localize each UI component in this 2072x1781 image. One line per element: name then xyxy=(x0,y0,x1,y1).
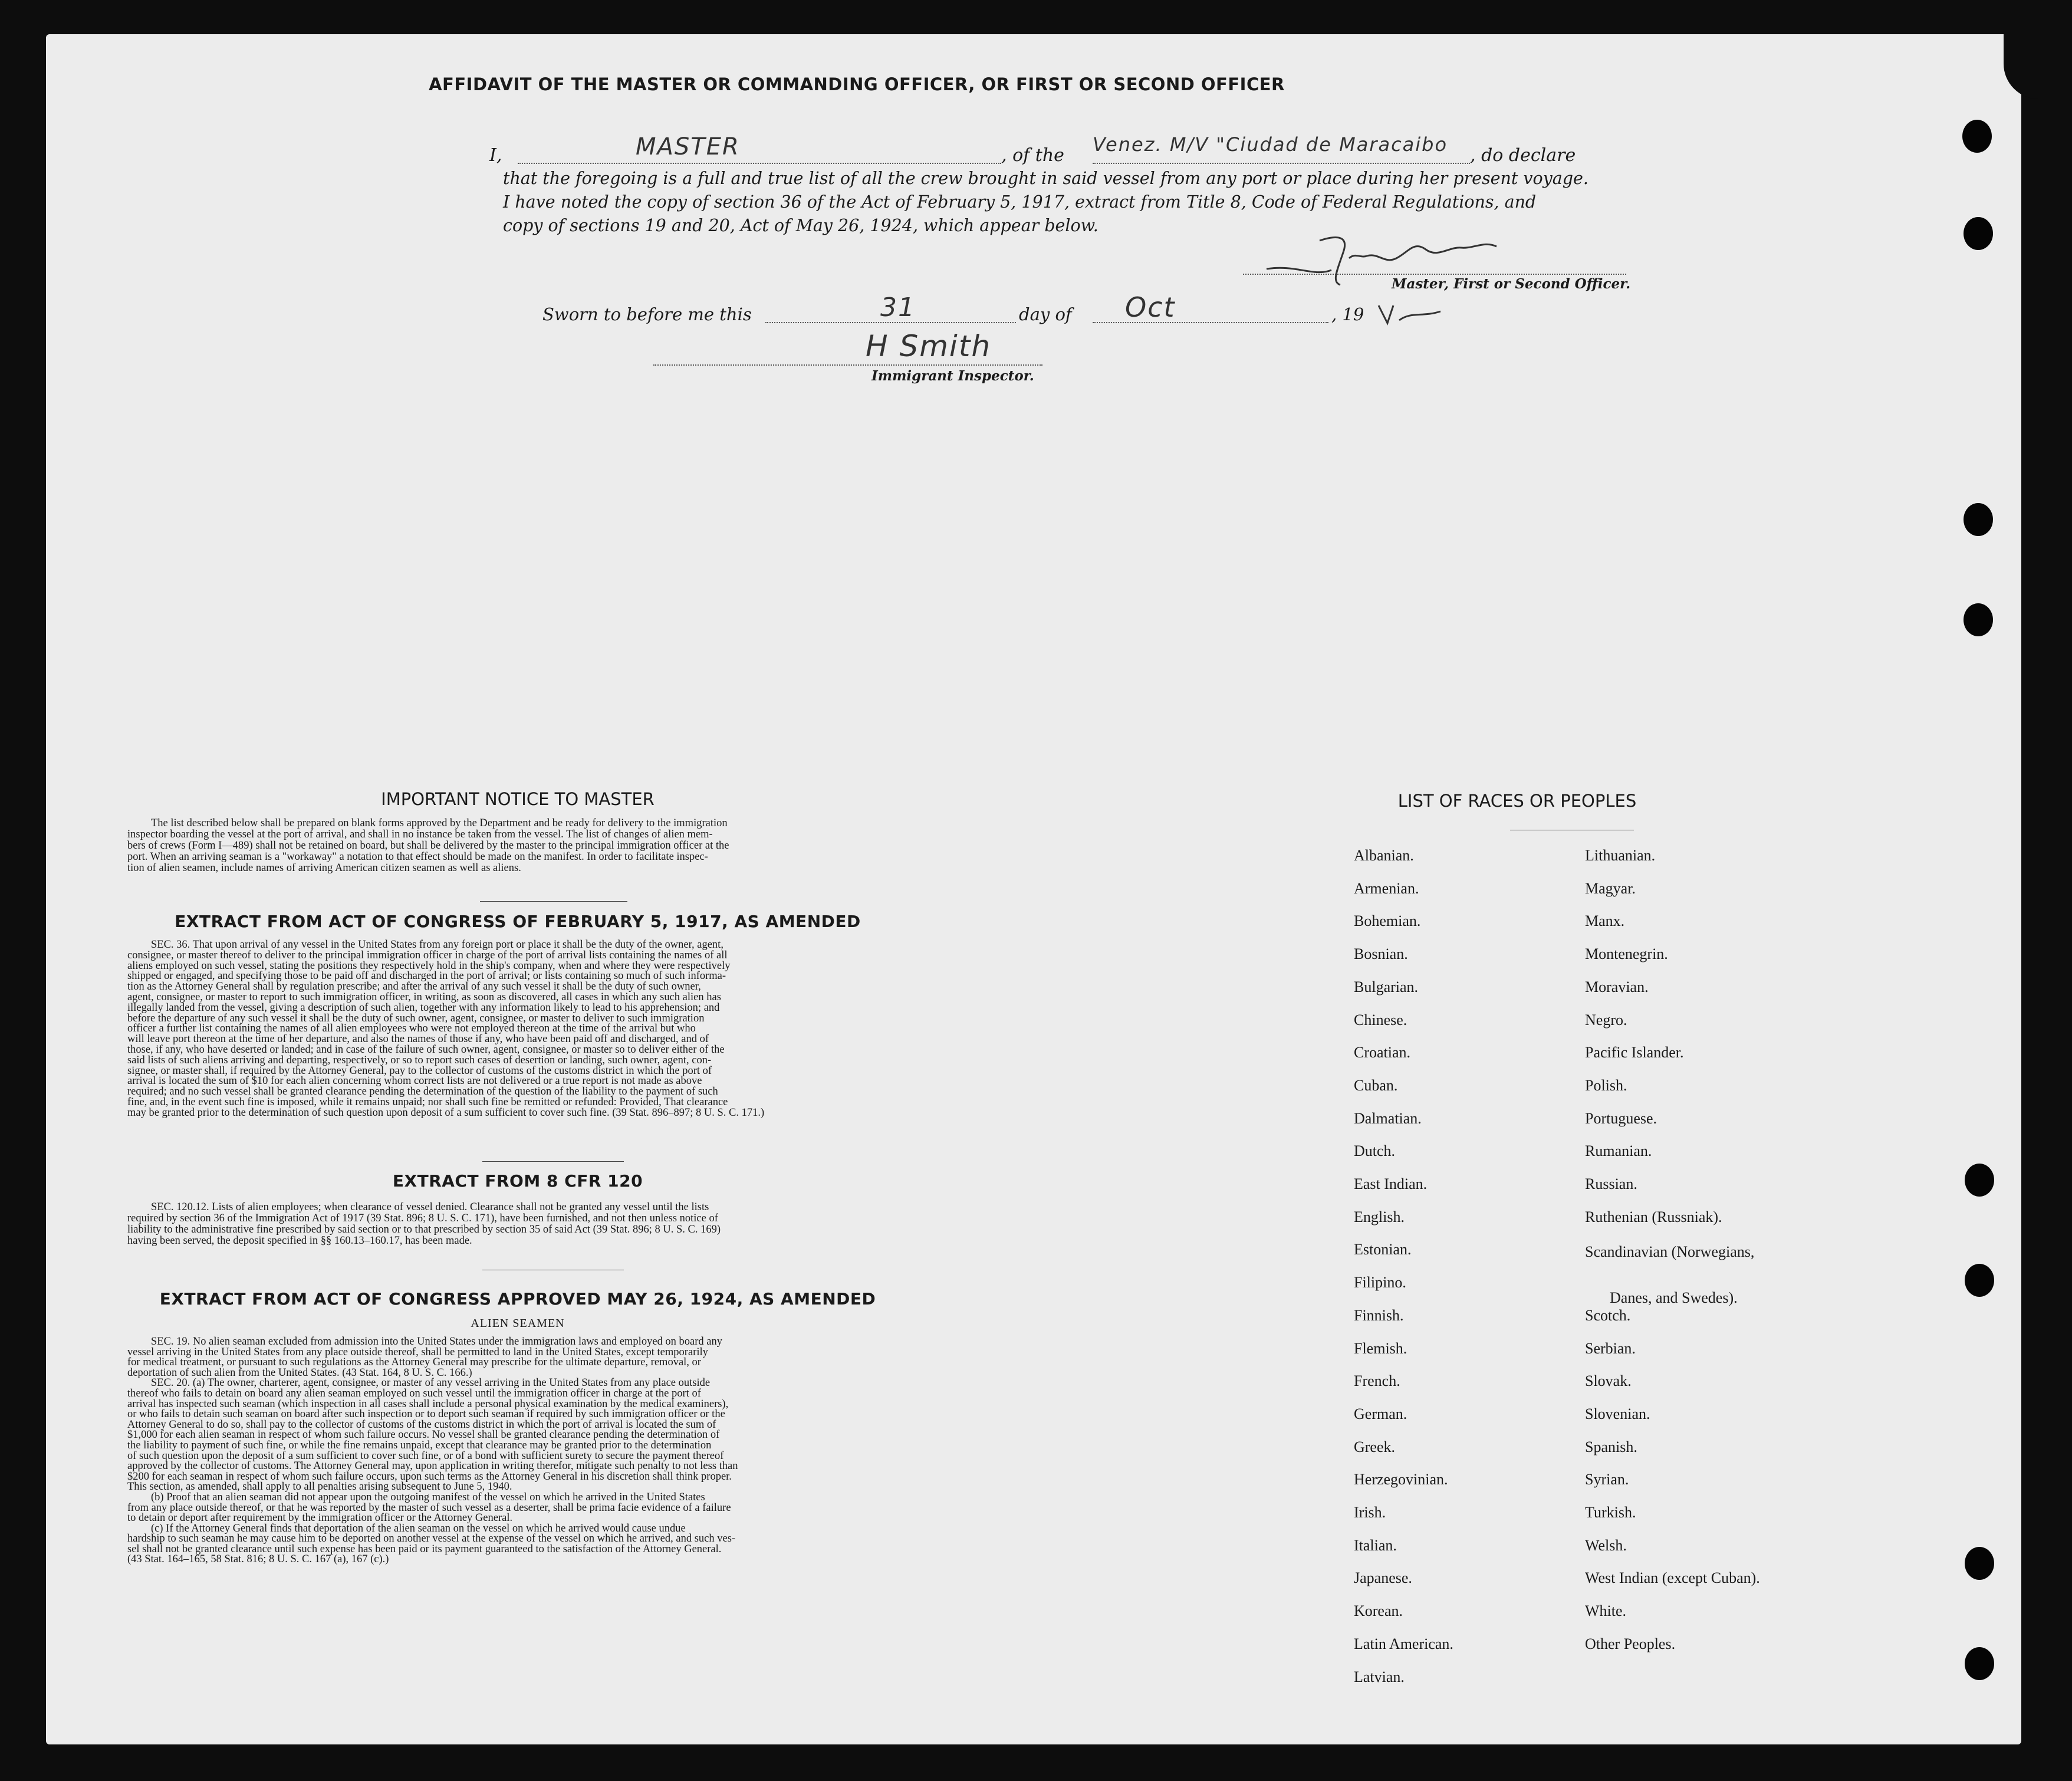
race-item: Greek. xyxy=(1354,1438,1396,1455)
extract-1924-line: SEC. 20. (a) The owner, charterer, agent, consignee, or master of any vessel arriving in the United States from any place outside xyxy=(151,1377,711,1389)
extract-cfr-line: liability to the administrative fine prescribed by said section or to that prescribed by section 35 of said Act (39 Stat. 896; 8 U. S. C. 169) xyxy=(127,1224,721,1235)
declaration-line-3: copy of sections 19 and 20, Act of May 26, 1924, which appear below. xyxy=(503,216,1099,235)
race-item: Latin American. xyxy=(1354,1635,1453,1652)
extract-1917-line: signee, or master shall, if required by the Attorney General, pay to the collector of customs of the customs district in which the port of xyxy=(127,1064,712,1077)
race-item: White. xyxy=(1585,1602,1627,1620)
race-item: Albanian. xyxy=(1354,847,1414,864)
punch-hole xyxy=(1964,217,1993,250)
extract-1924-line: (43 Stat. 164–165, 58 Stat. 816; 8 U. S. C. 167 (a), 167 (c).) xyxy=(127,1553,389,1566)
race-item: Filipino. xyxy=(1354,1274,1406,1292)
race-item: Slovak. xyxy=(1585,1372,1632,1390)
pronoun: I, xyxy=(489,145,502,166)
race-item: Slovenian. xyxy=(1585,1405,1650,1422)
sworn-label: Sworn to before me this xyxy=(542,304,752,324)
punch-hole xyxy=(1964,603,1993,636)
race-item: Montenegrin. xyxy=(1585,945,1668,963)
extract-1924-text xyxy=(127,1337,1045,1565)
race-item: Cuban. xyxy=(1354,1076,1398,1094)
extract-1924-line: of such question upon the deposit of a sum sufficient to cover such fine, or of a bond with sufficient surety to secure the payment thereof xyxy=(127,1450,724,1462)
extract-1924-subtitle: ALIEN SEAMEN xyxy=(471,1317,565,1330)
race-item: Dalmatian. xyxy=(1354,1109,1422,1127)
race-item: Chinese. xyxy=(1354,1011,1407,1028)
extract-1917-line: required; and no such vessel shall be granted clearance pending the determination of the question of the liability to the payment of such xyxy=(127,1086,718,1098)
race-item: Estonian. xyxy=(1354,1241,1412,1258)
extract-cfr-line: required by section 36 of the Immigration Act of 1917 (39 Stat. 896; 8 U. S. C. 171), have been furnished, and not then unless notice of xyxy=(127,1212,718,1224)
race-item: Herzegovinian. xyxy=(1354,1471,1448,1488)
race-item: Ruthenian (Russniak). xyxy=(1585,1208,1722,1225)
extract-1924-line: deportation of such alien from the United States. (43 Stat. 164, 8 U. S. C. 166.) xyxy=(127,1366,472,1379)
race-item: Dutch. xyxy=(1354,1142,1396,1160)
day-of-label: day of xyxy=(1019,304,1072,324)
race-item: Bosnian. xyxy=(1354,945,1408,963)
signer-label: Master, First or Second Officer. xyxy=(1392,276,1631,292)
extract-1924-line: or who fails to detain such seaman on board after such inspection or to deport such seaman if required by such immigration officer or the xyxy=(127,1408,725,1421)
punch-hole xyxy=(1965,1547,1994,1580)
race-item: Latvian. xyxy=(1354,1668,1405,1685)
notice-line: tion of alien seamen, include names of arriving American citizen seamen as well as aliens. xyxy=(127,862,521,874)
race-item: Magyar. xyxy=(1585,879,1636,897)
race-item: Rumanian. xyxy=(1585,1142,1652,1160)
race-item: Croatian. xyxy=(1354,1044,1411,1062)
extract-1924-line: $200 for each seaman in respect of whom such failure occurs, upon such terms as the Attorney General in his discretion shall think proper. xyxy=(127,1470,732,1483)
officer-title-line xyxy=(518,163,1001,164)
race-item: Korean. xyxy=(1354,1602,1403,1620)
extract-cfr-line: SEC. 120.12. Lists of alien employees; when clearance of vessel denied. Clearance shall not be granted any vessel until the lists xyxy=(151,1201,709,1213)
inspector-signature: H Smith xyxy=(866,329,992,363)
year-prefix-label: , 19 xyxy=(1331,304,1364,324)
extract-1924-line: arrival has inspected such seaman (which inspection in all cases shall include a personal physical examination by the medical examiners), xyxy=(127,1398,729,1410)
extract-1924-title: EXTRACT FROM ACT OF CONGRESS APPROVED MAY 26, 1924, AS AMENDED xyxy=(159,1289,876,1309)
extract-1924-line: vessel arriving in the United States from any place outside thereof, shall be permitted to land in the United States, except temporarily xyxy=(127,1346,708,1358)
extract-1917-line: will leave port thereon at the time of her departure, and also the names of those if any, who have been paid off and discharged, and of xyxy=(127,1033,709,1046)
of-the-label: , of the xyxy=(1001,145,1064,166)
form-sheet xyxy=(46,34,2021,1744)
race-item: Bohemian. xyxy=(1354,912,1421,930)
inspector-label: Immigrant Inspector. xyxy=(871,368,1034,384)
do-declare-label: , do declare xyxy=(1470,145,1576,166)
extract-cfr-title: EXTRACT FROM 8 CFR 120 xyxy=(392,1171,643,1191)
race-item: Lithuanian. xyxy=(1585,847,1656,864)
extract-1917-text xyxy=(127,940,1045,1119)
declaration-line-1: that the foregoing is a full and true list of all the crew brought in said vessel from any port or place during her present voyage. xyxy=(503,169,1588,188)
extract-1917-line: SEC. 36. That upon arrival of any vessel in the United States from any foreign port or place it shall be the duty of the owner, agent, xyxy=(151,939,723,951)
race-item: Spanish. xyxy=(1585,1438,1637,1455)
race-item: Portuguese. xyxy=(1585,1109,1657,1127)
races-title: LIST OF RACES OR PEOPLES xyxy=(1397,791,1637,811)
extract-1924-line: hardship to such seaman he may cause him to be deported on another vessel at the expense of the vessel on which he arrived, and such ves- xyxy=(127,1533,736,1545)
race-item: West Indian (except Cuban). xyxy=(1585,1569,1760,1587)
extract-1917-line: illegally landed from the vessel, giving a description of such alien, together with any information likely to lead to his apprehension; and xyxy=(127,1001,720,1014)
race-item: Flemish. xyxy=(1354,1339,1407,1357)
race-item: Russian. xyxy=(1585,1175,1637,1192)
race-item: Finnish. xyxy=(1354,1306,1404,1324)
punch-hole xyxy=(1965,1164,1994,1197)
extract-1917-title: EXTRACT FROM ACT OF CONGRESS OF FEBRUARY 5, 1917, AS AMENDED xyxy=(175,912,861,931)
divider xyxy=(480,901,627,902)
race-item: Scotch. xyxy=(1585,1306,1631,1324)
race-item: Syrian. xyxy=(1585,1471,1629,1488)
race-item: Bulgarian. xyxy=(1354,978,1419,995)
affidavit-title: AFFIDAVIT OF THE MASTER OR COMMANDING OFFICER, OR FIRST OR SECOND OFFICER xyxy=(429,74,1285,94)
race-item: Serbian. xyxy=(1585,1339,1636,1357)
vessel-name-field[interactable]: Venez. M/V "Ciudad de Maracaibo xyxy=(1093,133,1448,156)
extract-1917-line: tion as the Attorney General shall by regulation prescribe; and after the arrival of any such vessel it shall be the duty of such owner, xyxy=(127,981,701,993)
extract-1917-line: aliens employed on such vessel, stating the positions they respectively hold in the ship's company, when and where they were respectively xyxy=(127,959,731,972)
extract-1924-line: the liability to payment of such fine, or while the fine remains unpaid, except that clearance may be granted prior to the determination xyxy=(127,1439,712,1451)
extract-cfr-line: having been served, the deposit specified in §§ 160.13–160.17, has been made. xyxy=(127,1235,472,1247)
race-item: Other Peoples. xyxy=(1585,1635,1676,1652)
race-item: German. xyxy=(1354,1405,1407,1422)
punch-hole xyxy=(1965,1264,1994,1297)
extract-1924-line: Attorney General to do so, shall pay to the collector of customs of the customs district in which the port of arrival is located the sum of xyxy=(127,1418,716,1431)
extract-1924-line: from any place outside thereof, or that he was reported by the master of such vessel as a deserter, shall be prima facie evidence of a failure xyxy=(127,1501,731,1514)
notice-line: The list described below shall be prepared on blank forms approved by the Department and be ready for delivery to the immigration xyxy=(151,817,728,829)
extract-1924-line: SEC. 19. No alien seaman excluded from admission into the United States under the immigration laws and employed on board any xyxy=(151,1336,722,1348)
race-item: Negro. xyxy=(1585,1011,1627,1028)
extract-1924-line: (b) Proof that an alien seaman did not appear upon the outgoing manifest of the vessel on which he arrived in the United States xyxy=(151,1491,705,1503)
extract-1924-line: sel shall not be granted clearance until such expense has been paid or its payment guaranteed to the satisfaction of the Attorney General. xyxy=(127,1543,722,1555)
extract-1924-line: This section, as amended, shall apply to all penalties arising subsequent to June 5, 1940. xyxy=(127,1481,512,1493)
race-item: Danes, and Swedes). xyxy=(1610,1289,1738,1307)
extract-1917-line: fine, and, in the event such fine is imposed, while it remains unpaid; nor shall such fine be remitted or refunded: Provided, That clearance xyxy=(127,1096,728,1108)
punch-hole xyxy=(1962,120,1992,153)
notice-line: port. When an arriving seaman is a "workaway" a notation to that effect should be made on the manifest. In order to facilitate inspec- xyxy=(127,851,708,863)
race-item: Moravian. xyxy=(1585,978,1649,995)
notice-title: IMPORTANT NOTICE TO MASTER xyxy=(381,789,655,809)
extract-1924-line: thereof who fails to detain on board any alien seaman employed on such vessel until the immigration officer in charge at the port of xyxy=(127,1387,701,1399)
sworn-month-field[interactable]: Oct xyxy=(1125,291,1176,323)
race-item: Italian. xyxy=(1354,1536,1397,1554)
vessel-name-line xyxy=(1093,163,1470,164)
extract-1917-line: arrival is located the sum of $10 for each alien concerning whom correct lists are not delivered or a true report is not made as above xyxy=(127,1075,702,1087)
extract-1917-line: may be granted prior to the determination of such question upon deposit of a sum sufficient to cover such fine. (39 Stat. 896–897; 8 U. S. C. 171.) xyxy=(127,1106,765,1119)
extract-1924-line: for medical treatment, or pursuant to such regulations as the Attorney General may prescribe for the ultimate departure, removal, or xyxy=(127,1356,701,1369)
officer-title-field[interactable]: MASTER xyxy=(636,133,740,160)
torn-corner xyxy=(2004,28,2039,99)
divider xyxy=(482,1161,624,1162)
extract-1917-line: officer a further list containing the names of all alien employees who were not employed thereon at the time of the arrival but who xyxy=(127,1023,696,1035)
extract-1917-line: shipped or engaged, and specifying those to be paid off and discharged in the port of arrival; or lists containing so much of such informa- xyxy=(127,970,726,982)
sworn-day-field[interactable]: 31 xyxy=(880,293,916,323)
punch-hole xyxy=(1964,503,1993,536)
extract-1924-line: $1,000 for each alien seaman in respect of whom such failure occurs. No vessel shall be granted clearance pending the determination of xyxy=(127,1429,720,1441)
extract-1917-line: agent, consignee, or master to report to such immigration officer, in writing, as soon as discovered, all cases in which any such alien has xyxy=(127,991,721,1003)
extract-1924-line: approved by the collector of customs. The Attorney General may, upon application in writing therefor, mitigate such penalty to not less than xyxy=(127,1460,738,1473)
extract-1917-line: before the departure of any such vessel it shall be the duty of such owner, agent, consignee, or master to deliver to such immigration xyxy=(127,1012,705,1024)
notice-line: bers of crews (Form I—489) shall not be retained on board, but shall be delivered by the master to the principal immigration officer at the xyxy=(127,840,729,852)
extract-1917-line: said lists of such aliens arriving and departing, respectively, or so to report such cases of desertion or landing, such owner, agent, con- xyxy=(127,1054,712,1066)
declaration-line-2: I have noted the copy of section 36 of the Act of February 5, 1917, extract from Title 8, Code of Federal Regulations, and xyxy=(503,192,1537,212)
notice-text xyxy=(127,818,1045,874)
extract-1924-line: (c) If the Attorney General finds that deportation of the alien seaman on the vessel on which he arrived would cause undue xyxy=(151,1522,686,1534)
race-item: Pacific Islander. xyxy=(1585,1044,1684,1062)
extract-1917-line: those, if any, who have deserted or landed; and in case of the failure of such owner, agent, consignee, or master so to deliver either of the xyxy=(127,1043,725,1056)
extract-cfr-text xyxy=(127,1202,1045,1247)
race-item: Irish. xyxy=(1354,1504,1386,1521)
race-item: Scandinavian (Norwegians, xyxy=(1585,1243,1755,1261)
extract-1917-line: consignee, or master thereof to deliver to the principal immigration officer in charge of the port of arrival lists containing the names of all xyxy=(127,949,728,961)
punch-hole xyxy=(1965,1647,1994,1680)
year-scrawl xyxy=(1376,294,1446,329)
race-item: French. xyxy=(1354,1372,1400,1390)
extract-1924-line: to detain or deport after requirement by the immigration officer or the Attorney General. xyxy=(127,1512,513,1524)
notice-line: inspector boarding the vessel at the port of arrival, and shall in no instance be taken from the vessel. The list of changes of alien mem- xyxy=(127,829,713,840)
race-item: Turkish. xyxy=(1585,1504,1636,1521)
race-item: Manx. xyxy=(1585,912,1625,930)
race-item: East Indian. xyxy=(1354,1175,1428,1192)
inspector-signature-line xyxy=(653,364,1042,366)
race-item: Welsh. xyxy=(1585,1536,1627,1554)
race-item: English. xyxy=(1354,1208,1405,1225)
race-item: Polish. xyxy=(1585,1076,1627,1094)
race-item: Armenian. xyxy=(1354,879,1419,897)
race-item: Japanese. xyxy=(1354,1569,1412,1587)
